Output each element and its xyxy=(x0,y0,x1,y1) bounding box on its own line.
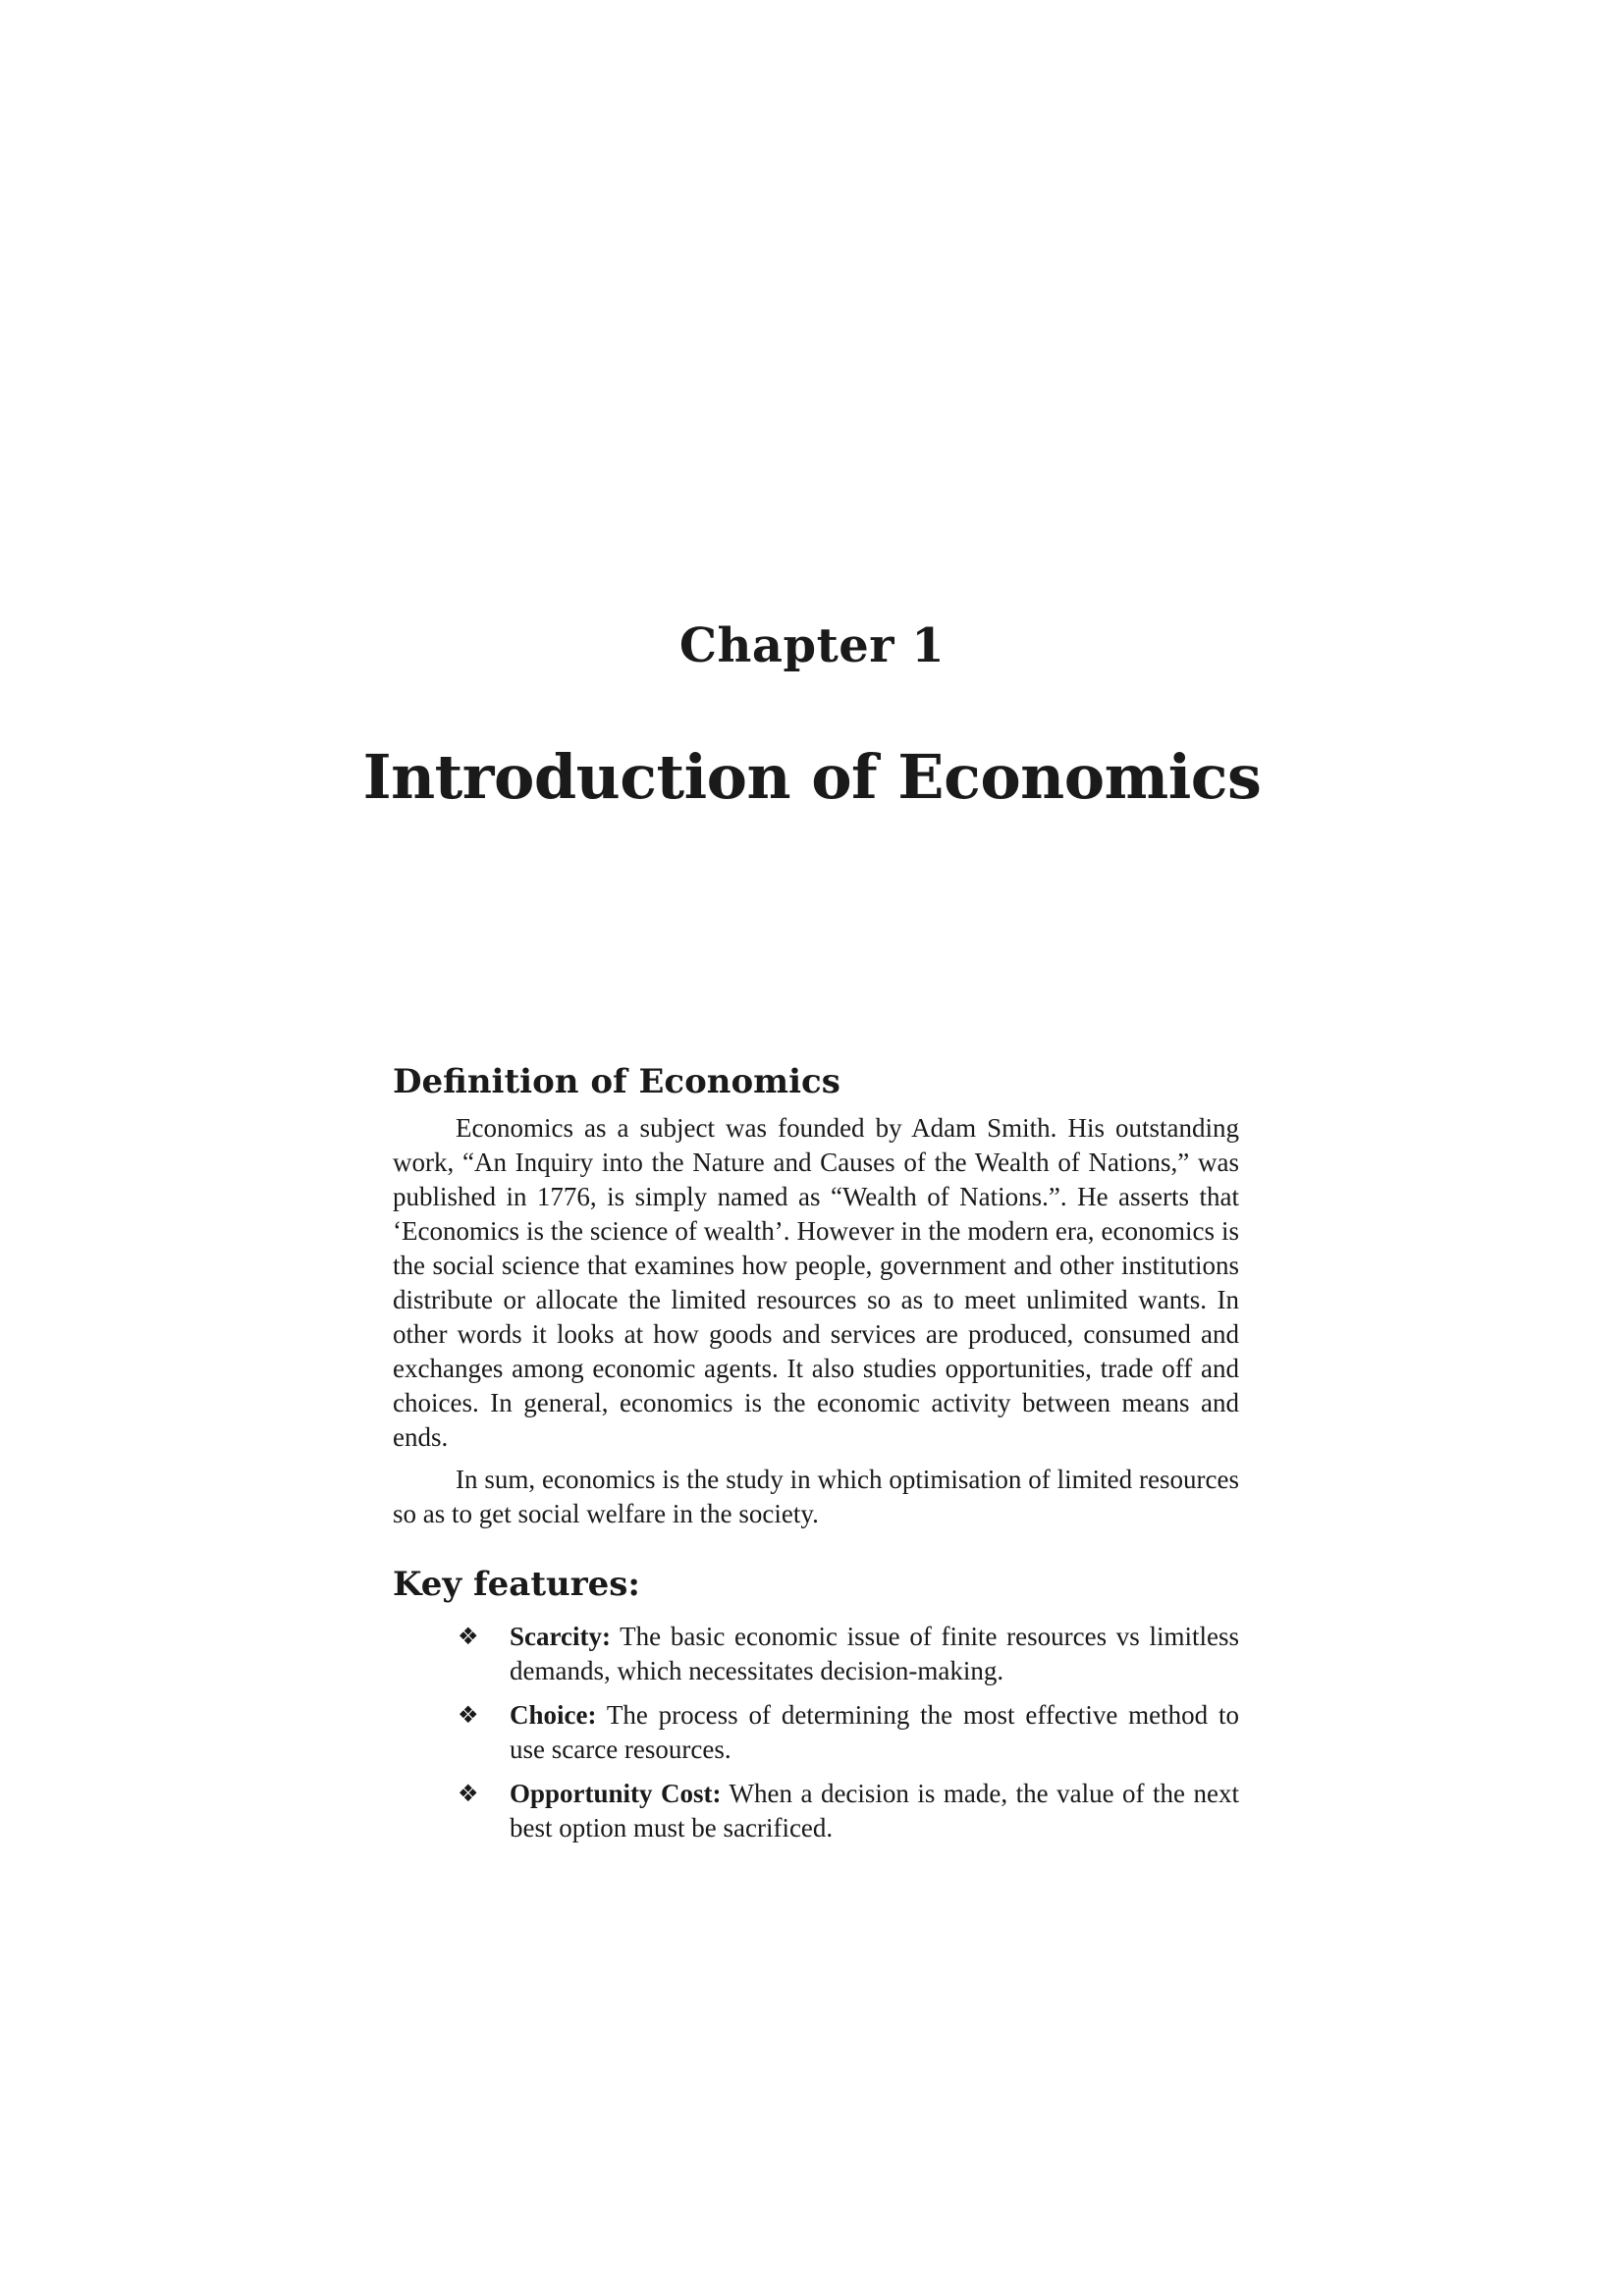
definition-heading: Definition of Economics xyxy=(393,1062,840,1101)
feature-description: The process of determining the most effective method to use scarce resources. xyxy=(510,1700,1239,1764)
feature-description: When a decision is made, the value of the next best option must be sacrificed. xyxy=(510,1779,1239,1842)
feature-term: Scarcity: xyxy=(510,1622,611,1651)
feature-term: Choice: xyxy=(510,1700,597,1730)
chapter-content xyxy=(393,1058,1239,1855)
feature-item-scarcity xyxy=(393,1620,1239,1688)
key-features-list xyxy=(393,1620,1239,1845)
feature-item-choice xyxy=(393,1698,1239,1767)
diamond-bullet-icon: ❖ xyxy=(458,1623,479,1650)
feature-term: Opportunity Cost: xyxy=(510,1779,722,1808)
feature-description: The basic economic issue of finite resources vs limitless demands, which necessitates decision-making. xyxy=(510,1622,1239,1685)
diamond-bullet-icon: ❖ xyxy=(458,1780,479,1807)
diamond-bullet-icon: ❖ xyxy=(458,1701,479,1729)
definition-paragraph-2: In sum, economics is the study in which optimisation of limited resources so as to get social welfare in the society. xyxy=(393,1465,1239,1528)
chapter-title: Introduction of Economics xyxy=(362,741,1262,813)
key-features-heading: Key features: xyxy=(393,1565,640,1604)
feature-item-opportunity-cost xyxy=(393,1777,1239,1845)
chapter-number: Chapter 1 xyxy=(678,618,946,673)
definition-paragraph-1: Economics as a subject was founded by Adam Smith. His outstanding work, “An Inquiry into the Nature and Causes of the Wealth of Nations,” was published in 1776, is simply named as “Wealth of Nations.”. He asserts that ‘Economics is the science of wealth’. However in the modern era, economics is the social science that examines how people, government and other institutions distribute or allocate the limited resources so as to meet unlimited wants. In other words it looks at how goods and services are produced, consumed and exchanges among economic agents. It also studies opportunities, trade off and choices. In general, economics is the economic activity between means and ends. xyxy=(393,1113,1239,1452)
